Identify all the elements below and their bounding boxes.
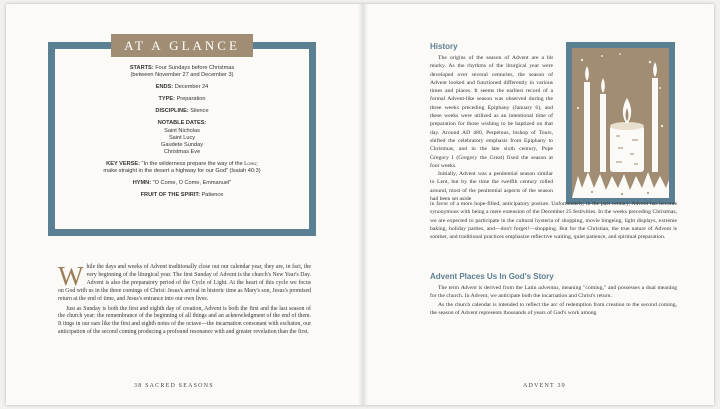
body-paragraph: The term Advent is derived from the Latin adventus, meaning "coming," and possesses a dual meaning for the church. In Advent, we anticipate both the incarnation and Christ's return. xyxy=(430,285,678,300)
at-a-glance-box xyxy=(48,38,316,236)
page-gutter xyxy=(358,4,368,405)
key-verse-line: KEY VERSE: "In the wilderness prepare the way of the Lord; xyxy=(106,160,258,167)
history-text-wide xyxy=(430,200,677,241)
hymn-line: HYMN: "O Come, O Come, Emmanuel" xyxy=(132,180,232,187)
key-verse-line2: make straight in the desert a highway for our God" (Isaiah 40:3) xyxy=(103,168,261,175)
places-text xyxy=(430,284,677,317)
candles-icon xyxy=(572,48,669,198)
type-line: TYPE: Preparation xyxy=(158,96,206,103)
places-heading: Advent Places Us In God's Story xyxy=(430,272,554,281)
ends-line: ENDS: December 24 xyxy=(155,84,209,91)
at-a-glance-body xyxy=(55,65,309,199)
book-spread xyxy=(6,4,714,405)
body-paragraph: While the days and weeks of Advent traditionally close out our calendar year, they are, in fact, the very beginning of the liturgical year. The first Sunday of Advent is the church's New Year's Day. Advent is also the preparatory period of the Cycle of Light. At the heart of this cycle we focus on God with us in the three comings of Christ: Jesus's arrival in historic time as Mary's son, Jesus's promised return at the end of time, and Jesus's entrance into our own lives. xyxy=(58,261,311,302)
body-paragraph: The origins of the season of Advent are a bit murky. As the rhythms of the liturgical year were developed over several centuries, the season of Advent looked and functioned differently in various times and places. It seems the earliest record of a formal Advent-like season was observed during the three weeks preceding Epiphany (January 6), and these weeks were utilized as an intentional time of preparation for those wishing to be baptized on that day. Around AD 480, Perpetuus, bishop of Tours, shifted the celebratory emphasis from Epiphany to Christmas, and in the late sixth century, Pope Gregory I (Gregory the Great) fixed the season at four weeks. xyxy=(430,55,553,169)
notable-date: Saint Nicholas xyxy=(164,127,200,134)
notable-dates-label: NOTABLE DATES: xyxy=(157,120,207,127)
notable-date: Christmas Eve xyxy=(163,148,201,155)
left-folio: 38 SACRED SEASONS xyxy=(134,383,214,389)
advent-candles-illustration xyxy=(566,42,675,204)
body-paragraph: in favor of a more hope-filled, anticipatory posture. Unfortunately, in the past century, Advent has become synonymous with being a mere extension of the December 25 festivities. In the weeks preceding Christmas, we are expected to participate in the cultural hysteria of shopping, movie bingeing, light displays, extreme baking, holiday parties, and—don't forget!—shopping. But for the Christian, the true nature of Advent is somber, and traditional practices emphasize reflective waiting, quiet patience, and spiritual preparation. xyxy=(430,201,677,241)
body-paragraph: Just as Sunday is both the first and eighth day of creation, Advent is both the first and the last season of the church year: the remembrance of the beginning of all things and an acknowledgment of the end of them. It tings in our ears like the first and eighth notes of the octave—the incarnation consonant with eschaton, our anticipation of the second coming producing a profound resonance with and greater revelation than the first. xyxy=(58,305,311,336)
starts-note: (between November 27 and December 3) xyxy=(130,72,234,79)
starts-line: STARTS: Four Sundays before Christmas xyxy=(129,65,235,71)
notable-date: Saint Lucy xyxy=(168,134,196,141)
left-body-text xyxy=(58,261,311,337)
right-folio: ADVENT 39 xyxy=(523,383,566,389)
notable-date: Gaudete Sunday xyxy=(161,141,203,148)
fruit-line: FRUIT OF THE SPIRIT: Patience xyxy=(140,192,224,199)
body-paragraph: Initially, Advent was a penitential season similar to Lent, but by the time the twelfth century rolled around, most of the penitential aspects of the season had been set aside xyxy=(430,171,553,203)
history-heading: History xyxy=(430,42,458,51)
history-text xyxy=(430,54,553,203)
drop-cap: W xyxy=(58,261,84,291)
body-paragraph: As the church calendar is intended to reflect the arc of redemption from creation to the second coming, the season of Advent represents thousands of years of God's work among xyxy=(430,301,677,316)
at-a-glance-title: AT A GLANCE xyxy=(111,34,253,57)
discipline-line: DISCIPLINE: Silence xyxy=(155,108,209,115)
